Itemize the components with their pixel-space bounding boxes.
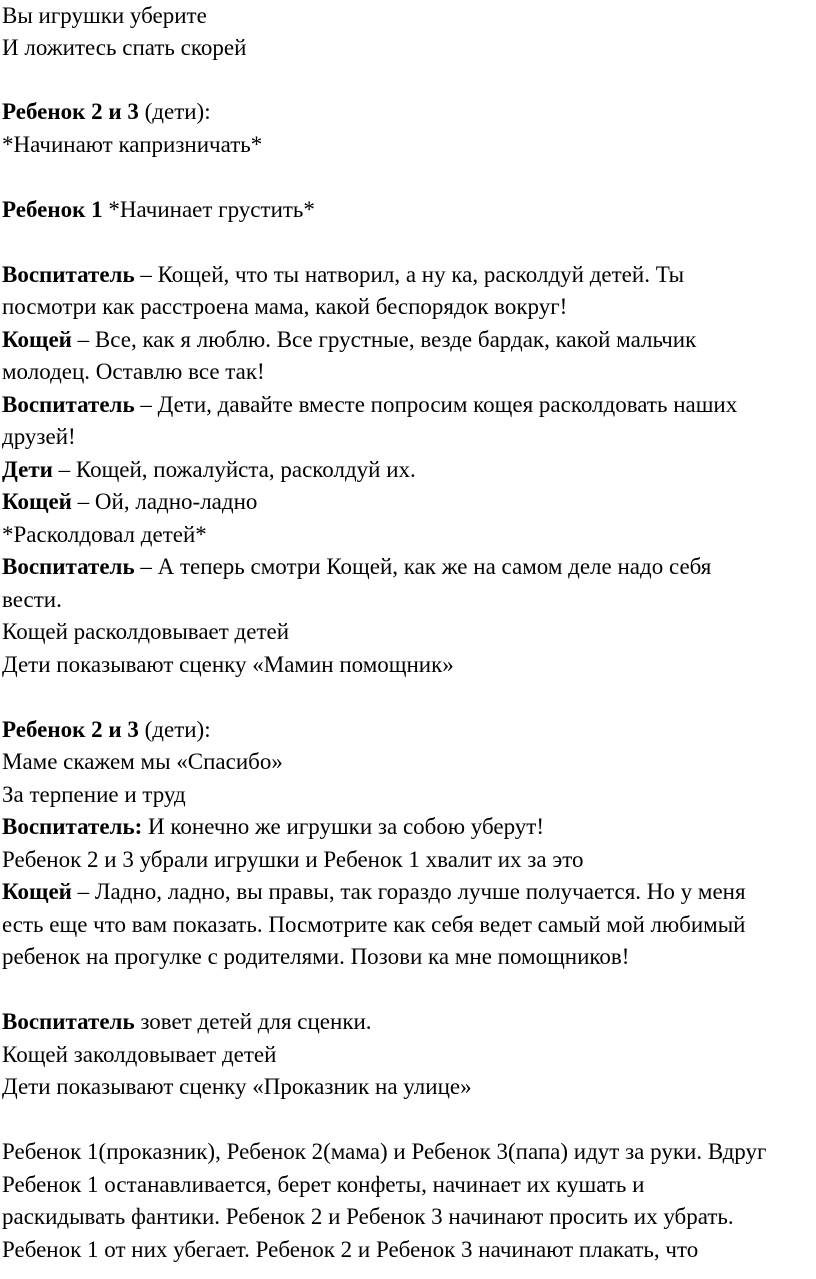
speaker-name: Кощей bbox=[2, 489, 72, 514]
text-line: друзей! bbox=[2, 424, 76, 449]
text-line: Вы игрушки уберите bbox=[2, 3, 207, 28]
speaker-name: Воспитатель bbox=[2, 554, 135, 579]
speaker-name: Воспитатель: bbox=[2, 814, 143, 839]
text-line: ребенок на прогулке с родителями. Позови ка мне помощников! bbox=[2, 944, 630, 969]
text-line: Дети показывают сценку «Проказник на улице» bbox=[2, 1074, 472, 1099]
text-line: За терпение и труд bbox=[2, 782, 186, 807]
text-line: Маме скажем мы «Спасибо» bbox=[2, 749, 283, 774]
speaker-name: Воспитатель bbox=[2, 392, 135, 417]
text-line: есть еще что вам показать. Посмотрите как себя ведет самый мой любимый bbox=[2, 912, 746, 937]
speaker-name: Воспитатель bbox=[2, 1009, 135, 1034]
speaker-line: Ребенок 2 и 3 (дети): bbox=[2, 99, 211, 124]
speaker-name: Ребенок 2 и 3 bbox=[2, 99, 139, 124]
text-line: посмотри как расстроена мама, какой беспорядок вокруг! bbox=[2, 294, 568, 319]
speaker-line: Ребенок 2 и 3 (дети): bbox=[2, 717, 211, 742]
text-line: Ребенок 2 и 3 убрали игрушки и Ребенок 1 хвалит их за это bbox=[2, 847, 584, 872]
text-line: Ребенок 1 останавливается, берет конфеты, начинает их кушать и bbox=[2, 1172, 645, 1197]
speaker-line: Кощей – Ой, ладно-ладно bbox=[2, 489, 258, 514]
text-line: Кощей расколдовывает детей bbox=[2, 619, 290, 644]
text-line: Дети показывают сценку «Мамин помощник» bbox=[2, 652, 454, 677]
speaker-name: Воспитатель bbox=[2, 262, 135, 287]
speaker-line: Дети – Кощей, пожалуйста, расколдуй их. bbox=[2, 457, 416, 482]
text-line: Ребенок 1 от них убегает. Ребенок 2 и Ребенок 3 начинают плакать, что bbox=[2, 1237, 699, 1262]
text-line: вести. bbox=[2, 587, 62, 612]
speaker-line: Воспитатель – Дети, давайте вместе попросим кощея расколдовать наших bbox=[2, 392, 738, 417]
speaker-line: Воспитатель зовет детей для сценки. bbox=[2, 1009, 372, 1034]
speaker-line: Кощей – Ладно, ладно, вы правы, так гораздо лучше получается. Но у меня bbox=[2, 879, 746, 904]
stage-direction: *Начинают капризничать* bbox=[2, 132, 263, 157]
speaker-line: Воспитатель: И конечно же игрушки за собою уберут! bbox=[2, 814, 544, 839]
speaker-name: Ребенок 2 и 3 bbox=[2, 717, 139, 742]
speaker-name: Ребенок 1 bbox=[2, 197, 103, 222]
speaker-line: Ребенок 1 *Начинает грустить* bbox=[2, 197, 315, 222]
text-line: раскидывать фантики. Ребенок 2 и Ребенок 3 начинают просить их убрать. bbox=[2, 1204, 734, 1229]
speaker-name: Дети bbox=[2, 457, 53, 482]
speaker-line: Воспитатель – Кощей, что ты натворил, а ну ка, расколдуй детей. Ты bbox=[2, 262, 685, 287]
speaker-name: Кощей bbox=[2, 879, 72, 904]
speaker-line: Кощей – Все, как я люблю. Все грустные, везде бардак, какой мальчик bbox=[2, 327, 697, 352]
text-line: Кощей заколдовывает детей bbox=[2, 1042, 277, 1067]
stage-direction: *Расколдовал детей* bbox=[2, 522, 207, 547]
text-line: Ребенок 1(проказник), Ребенок 2(мама) и Ребенок 3(папа) идут за руки. Вдруг bbox=[2, 1139, 767, 1164]
speaker-name: Кощей bbox=[2, 327, 72, 352]
text-line: И ложитесь спать скорей bbox=[2, 35, 247, 60]
speaker-line: Воспитатель – А теперь смотри Кощей, как же на самом деле надо себя bbox=[2, 554, 712, 579]
text-line: молодец. Оставлю все так! bbox=[2, 359, 265, 384]
